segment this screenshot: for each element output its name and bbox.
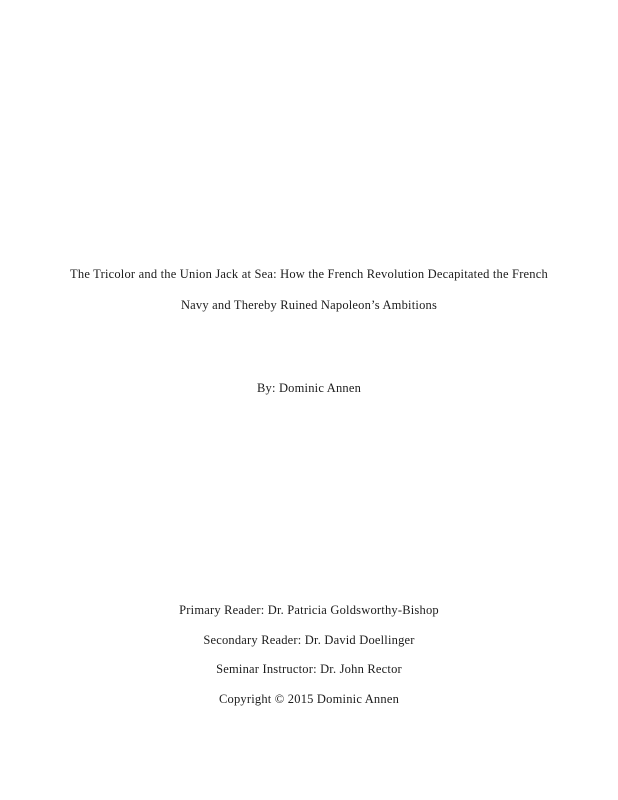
author-byline: By: Dominic Annen (256, 381, 362, 395)
secondary-reader-line: Secondary Reader: Dr. David Doellinger (203, 632, 415, 647)
primary-reader-line: Primary Reader: Dr. Patricia Goldsworthy-Bishop (179, 603, 439, 617)
copyright-line: Copyright © 2015 Dominic Annen (218, 691, 400, 706)
document-title (0, 259, 618, 321)
title-line-2: Navy and Thereby Ruined Napoleon’s Ambitions (180, 298, 438, 312)
credits-block (0, 596, 618, 714)
seminar-instructor-line: Seminar Instructor: Dr. John Rector (216, 662, 402, 676)
title-line-1: The Tricolor and the Union Jack at Sea: How the French Revolution Decapitated the French (70, 267, 548, 281)
